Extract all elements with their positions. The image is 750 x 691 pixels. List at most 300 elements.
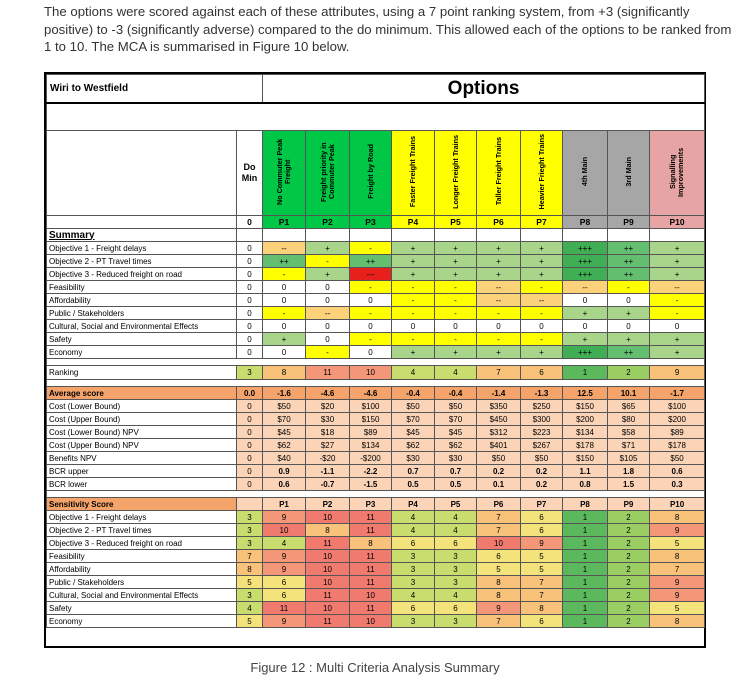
average-cell: -1.4 (477, 387, 521, 400)
criterion-label: Safety (47, 602, 237, 615)
cost-cell: 0.1 (477, 478, 521, 491)
score-cell: 0 (435, 320, 477, 333)
cost-cell: 0.7 (392, 465, 435, 478)
blank-cell (306, 229, 350, 242)
sens-cell: 11 (263, 602, 306, 615)
sensitivity-row (47, 615, 705, 628)
mca-table-frame (44, 72, 706, 648)
cost-cell: $18 (306, 426, 350, 439)
do-min-sens: 3 (237, 524, 263, 537)
sensitivity-row (47, 550, 705, 563)
option-code: P1 (263, 498, 306, 511)
score-cell: -- (263, 242, 306, 255)
cost-cell: 0.9 (263, 465, 306, 478)
cost-cell: $200 (650, 413, 705, 426)
sens-cell: 1 (563, 589, 608, 602)
cost-cell: -2.2 (350, 465, 392, 478)
sens-cell: 4 (435, 524, 477, 537)
cost-cell: -1.1 (306, 465, 350, 478)
score-cell: + (650, 255, 705, 268)
option-header-row (47, 131, 705, 216)
rank-cell: 7 (477, 366, 521, 380)
average-label: Average score (47, 387, 237, 400)
sensitivity-header-row (47, 498, 705, 511)
score-cell: 0 (350, 346, 392, 359)
cost-cell: $223 (521, 426, 563, 439)
cost-cell: $178 (563, 439, 608, 452)
option-name: 4th Main (580, 156, 589, 187)
sens-cell: 4 (392, 589, 435, 602)
criterion-label: Affordability (47, 563, 237, 576)
score-cell: + (650, 333, 705, 346)
sens-cell: 1 (563, 550, 608, 563)
option-code: P4 (392, 498, 435, 511)
score-cell: +++ (563, 255, 608, 268)
sens-cell: 3 (435, 615, 477, 628)
criterion-label: Public / Stakeholders (47, 576, 237, 589)
sensitivity-row (47, 511, 705, 524)
cost-cell: 0.2 (477, 465, 521, 478)
score-cell: - (435, 333, 477, 346)
option-code: P3 (350, 216, 392, 229)
sens-cell: 9 (477, 602, 521, 615)
summary-label: Summary (47, 229, 237, 242)
sens-cell: 9 (650, 576, 705, 589)
score-cell: -- (477, 281, 521, 294)
cost-cell: $45 (263, 426, 306, 439)
blank-cell (521, 229, 563, 242)
cost-cell: $200 (563, 413, 608, 426)
cost-label: Cost (Upper Bound) (47, 413, 237, 426)
cost-cell: $62 (263, 439, 306, 452)
cost-cell: $30 (306, 413, 350, 426)
cost-cell: $50 (435, 400, 477, 413)
score-cell: + (521, 268, 563, 281)
score-cell: 0 (350, 320, 392, 333)
average-cell: -4.6 (350, 387, 392, 400)
do-min-value: 0 (237, 268, 263, 281)
score-cell: 0 (563, 320, 608, 333)
sens-cell: 9 (521, 537, 563, 550)
score-cell: + (563, 307, 608, 320)
cost-cell: 1.1 (563, 465, 608, 478)
score-cell: + (477, 255, 521, 268)
cost-cell: $100 (650, 400, 705, 413)
score-cell: - (650, 307, 705, 320)
score-cell: -- (477, 294, 521, 307)
cost-cell: 0.5 (392, 478, 435, 491)
score-cell: + (608, 333, 650, 346)
summary-header-row (47, 229, 705, 242)
criterion-label: Public / Stakeholders (47, 307, 237, 320)
do-min-cost: 0 (237, 400, 263, 413)
score-cell: - (263, 307, 306, 320)
option-header (263, 131, 306, 216)
option-name: Faster Freight Trains (408, 135, 417, 208)
cost-cell: $80 (608, 413, 650, 426)
do-min-cost: 0 (237, 426, 263, 439)
score-cell: 0 (306, 281, 350, 294)
option-code: P8 (563, 498, 608, 511)
do-min-sens: 5 (237, 576, 263, 589)
criterion-label: Cultural, Social and Environmental Effects (47, 589, 237, 602)
sens-cell: 3 (392, 615, 435, 628)
do-min-cost: 0 (237, 465, 263, 478)
score-cell: ++ (263, 255, 306, 268)
average-score-row (47, 387, 705, 400)
spacer-row (47, 491, 705, 498)
score-cell: ++ (608, 346, 650, 359)
sens-cell: 1 (563, 615, 608, 628)
spacer-cell (47, 359, 705, 366)
option-name: Signalling Improvements (668, 146, 686, 197)
do-min-value: 0 (237, 320, 263, 333)
score-cell: 0 (608, 294, 650, 307)
score-cell: + (392, 268, 435, 281)
sens-cell: 3 (392, 550, 435, 563)
score-cell: + (477, 268, 521, 281)
criterion-label: Feasibility (47, 281, 237, 294)
sensitivity-row (47, 563, 705, 576)
score-cell: 0 (306, 294, 350, 307)
sens-cell: 10 (306, 576, 350, 589)
option-header (608, 131, 650, 216)
sens-cell: 10 (306, 511, 350, 524)
sens-cell: 8 (477, 589, 521, 602)
cost-cell: 0.8 (563, 478, 608, 491)
cost-cell: $150 (563, 452, 608, 465)
sens-cell: 11 (306, 615, 350, 628)
do-min-value: 0 (237, 307, 263, 320)
do-min-sens: 5 (237, 615, 263, 628)
do-min-value: 0 (237, 294, 263, 307)
score-cell: ++ (608, 242, 650, 255)
score-cell: - (435, 294, 477, 307)
criterion-label: Economy (47, 346, 237, 359)
criterion-label: Cultural, Social and Environmental Effects (47, 320, 237, 333)
score-cell: + (650, 346, 705, 359)
option-code: P9 (608, 216, 650, 229)
option-code: P5 (435, 498, 477, 511)
sensitivity-row (47, 576, 705, 589)
score-cell: -- (306, 307, 350, 320)
sens-cell: 8 (650, 550, 705, 563)
sens-cell: 10 (477, 537, 521, 550)
sens-cell: 6 (263, 576, 306, 589)
score-cell: + (521, 255, 563, 268)
sens-cell: 6 (477, 550, 521, 563)
summary-row (47, 255, 705, 268)
sens-cell: 1 (563, 563, 608, 576)
rank-cell: 10 (350, 366, 392, 380)
cost-cell: $134 (350, 439, 392, 452)
score-cell: - (435, 307, 477, 320)
score-cell: +++ (563, 346, 608, 359)
header-spacer (47, 131, 237, 216)
title-row (47, 75, 705, 104)
sens-cell: 11 (350, 563, 392, 576)
cost-cell: 0.3 (650, 478, 705, 491)
sens-cell: 6 (392, 602, 435, 615)
sens-cell: 2 (608, 602, 650, 615)
sens-cell: 10 (350, 615, 392, 628)
option-code: P2 (306, 216, 350, 229)
rank-cell: 4 (435, 366, 477, 380)
cost-cell: $150 (350, 413, 392, 426)
blank-cell (650, 229, 705, 242)
option-code: P8 (563, 216, 608, 229)
score-cell: ++ (608, 268, 650, 281)
cost-row (47, 400, 705, 413)
sens-cell: 2 (608, 615, 650, 628)
cost-row (47, 452, 705, 465)
sens-cell: 11 (306, 589, 350, 602)
score-cell: - (435, 281, 477, 294)
cost-cell: $250 (521, 400, 563, 413)
cost-cell: $401 (477, 439, 521, 452)
cost-cell: $62 (435, 439, 477, 452)
score-cell: --- (350, 268, 392, 281)
blank-cell (392, 229, 435, 242)
score-cell: - (521, 333, 563, 346)
cost-cell: $50 (477, 452, 521, 465)
score-cell: + (392, 255, 435, 268)
score-cell: 0 (306, 333, 350, 346)
sens-cell: 1 (563, 524, 608, 537)
cost-cell: $100 (350, 400, 392, 413)
cost-label: Benefits NPV (47, 452, 237, 465)
blank-cell (350, 229, 392, 242)
cost-label: Cost (Upper Bound) NPV (47, 439, 237, 452)
sensitivity-label: Sensitivity Score (47, 498, 237, 511)
do-min-sens: 3 (237, 537, 263, 550)
cost-cell: 0.6 (263, 478, 306, 491)
project-name: Wiri to Westfield (47, 75, 263, 104)
score-cell: - (392, 307, 435, 320)
do-min-cost: 0 (237, 478, 263, 491)
criterion-label: Objective 2 - PT Travel times (47, 255, 237, 268)
score-cell: - (306, 346, 350, 359)
cost-cell: 0.5 (435, 478, 477, 491)
score-cell: - (521, 281, 563, 294)
average-cell: -1.6 (263, 387, 306, 400)
rank-cell: 6 (521, 366, 563, 380)
score-cell: + (521, 242, 563, 255)
do-min-sens: 4 (237, 602, 263, 615)
sens-cell: 8 (521, 602, 563, 615)
cost-cell: $300 (521, 413, 563, 426)
option-name: Freight priority in Commuter Peak (318, 141, 336, 202)
sens-cell: 1 (563, 602, 608, 615)
score-cell: + (435, 242, 477, 255)
option-code: P7 (521, 498, 563, 511)
cost-cell: $65 (608, 400, 650, 413)
sens-cell: 6 (521, 511, 563, 524)
criterion-label: Objective 2 - PT Travel times (47, 524, 237, 537)
blank-cell (47, 103, 705, 131)
score-cell: - (350, 281, 392, 294)
score-cell: - (392, 333, 435, 346)
rank-cell: 8 (263, 366, 306, 380)
average-cell: -4.6 (306, 387, 350, 400)
score-cell: ++ (608, 255, 650, 268)
average-cell: 10.1 (608, 387, 650, 400)
sens-cell: 5 (521, 550, 563, 563)
cost-cell: $89 (350, 426, 392, 439)
score-cell: + (435, 255, 477, 268)
ranking-row (47, 366, 705, 380)
do-min-sens: 7 (237, 550, 263, 563)
option-header (306, 131, 350, 216)
rank-cell: 1 (563, 366, 608, 380)
spacer-row (47, 359, 705, 366)
cost-cell: $50 (392, 400, 435, 413)
sens-cell: 5 (650, 537, 705, 550)
cost-cell: 0.2 (521, 465, 563, 478)
sens-cell: 5 (477, 563, 521, 576)
criterion-label: Objective 1 - Freight delays (47, 242, 237, 255)
blank-cell (435, 229, 477, 242)
option-code: P1 (263, 216, 306, 229)
score-cell: - (477, 333, 521, 346)
sens-cell: 11 (350, 602, 392, 615)
sens-cell: 9 (263, 615, 306, 628)
option-name: No Commuter Peak Freight (275, 138, 292, 205)
sens-cell: 3 (435, 550, 477, 563)
score-cell: 0 (263, 346, 306, 359)
score-cell: 0 (563, 294, 608, 307)
cost-cell: $71 (608, 439, 650, 452)
score-cell: - (392, 294, 435, 307)
sens-cell: 11 (350, 511, 392, 524)
score-cell: + (477, 242, 521, 255)
score-cell: 0 (477, 320, 521, 333)
cost-cell: -1.5 (350, 478, 392, 491)
score-cell: 0 (521, 320, 563, 333)
score-cell: + (392, 346, 435, 359)
sens-cell: 7 (650, 563, 705, 576)
do-min-rank: 3 (237, 366, 263, 380)
do-min-value: 0 (237, 255, 263, 268)
option-code: P10 (650, 216, 705, 229)
score-cell: + (650, 268, 705, 281)
sens-cell: 9 (263, 563, 306, 576)
sens-cell: 8 (650, 615, 705, 628)
sens-cell: 10 (306, 563, 350, 576)
option-name: Longer Freight Trains (450, 134, 460, 209)
cost-cell: $62 (392, 439, 435, 452)
mca-table (46, 74, 705, 628)
intro-paragraph: The options were scored against each of these attributes, using a 7 point ranking system, from +3 (significantly positive) to -3 (significantly adverse) compared to the do minimum. This allowed each of the options to be ranked from 1 to 10. The MCA is summarised in Figure 10 below. (44, 4, 732, 54)
cost-cell: $350 (477, 400, 521, 413)
cost-cell: $30 (392, 452, 435, 465)
score-cell: + (435, 268, 477, 281)
score-cell: - (263, 268, 306, 281)
cost-cell: $70 (263, 413, 306, 426)
cost-label: BCR upper (47, 465, 237, 478)
score-cell: + (650, 242, 705, 255)
sens-cell: 3 (435, 563, 477, 576)
option-name: 3rd Main (623, 156, 633, 187)
score-cell: +++ (563, 268, 608, 281)
sens-cell: 9 (263, 550, 306, 563)
score-cell: -- (650, 281, 705, 294)
score-cell: 0 (263, 281, 306, 294)
cost-cell: $45 (435, 426, 477, 439)
cost-cell: -$200 (350, 452, 392, 465)
sens-cell: 1 (563, 537, 608, 550)
score-cell: - (521, 307, 563, 320)
score-cell: - (650, 294, 705, 307)
cost-cell: $50 (263, 400, 306, 413)
sensitivity-row (47, 537, 705, 550)
option-code: P5 (435, 216, 477, 229)
figure-caption: Figure 12 : Multi Criteria Analysis Summary (250, 660, 500, 675)
score-cell: - (392, 281, 435, 294)
sens-cell: 9 (650, 589, 705, 602)
option-code: P10 (650, 498, 705, 511)
criterion-label: Economy (47, 615, 237, 628)
code-row (47, 216, 705, 229)
option-name: Freight by Road (365, 144, 375, 199)
sens-cell: 2 (608, 537, 650, 550)
summary-row (47, 346, 705, 359)
sens-cell: 7 (477, 524, 521, 537)
cost-row (47, 439, 705, 452)
sens-cell: 4 (435, 589, 477, 602)
sens-cell: 3 (392, 576, 435, 589)
score-cell: + (306, 268, 350, 281)
sens-cell: 6 (521, 615, 563, 628)
cost-cell: $89 (650, 426, 705, 439)
score-cell: + (608, 307, 650, 320)
sensitivity-row (47, 602, 705, 615)
rank-cell: 9 (650, 366, 705, 380)
sens-cell: 5 (650, 602, 705, 615)
score-cell: + (477, 346, 521, 359)
cost-row (47, 426, 705, 439)
summary-row (47, 281, 705, 294)
sens-cell: 11 (306, 537, 350, 550)
criterion-label: Objective 3 - Reduced freight on road (47, 268, 237, 281)
summary-row (47, 268, 705, 281)
option-header (650, 131, 705, 216)
sens-cell: 10 (263, 524, 306, 537)
cost-cell: 0.6 (650, 465, 705, 478)
blank-cell (263, 229, 306, 242)
sens-cell: 4 (435, 511, 477, 524)
do-min-cost: 0 (237, 452, 263, 465)
average-cell: 12.5 (563, 387, 608, 400)
sens-cell: 8 (477, 576, 521, 589)
option-code: P6 (477, 216, 521, 229)
sens-cell: 1 (563, 576, 608, 589)
cost-cell: 0.2 (521, 478, 563, 491)
score-cell: +++ (563, 242, 608, 255)
criterion-label: Objective 3 - Reduced freight on road (47, 537, 237, 550)
sens-cell: 7 (477, 615, 521, 628)
summary-row (47, 333, 705, 346)
sens-cell: 2 (608, 563, 650, 576)
cost-cell: -$20 (306, 452, 350, 465)
code-spacer (47, 216, 237, 229)
cost-label: BCR lower (47, 478, 237, 491)
option-header (350, 131, 392, 216)
score-cell: - (306, 255, 350, 268)
score-cell: + (521, 346, 563, 359)
cost-cell: $40 (263, 452, 306, 465)
cost-cell: $50 (521, 452, 563, 465)
